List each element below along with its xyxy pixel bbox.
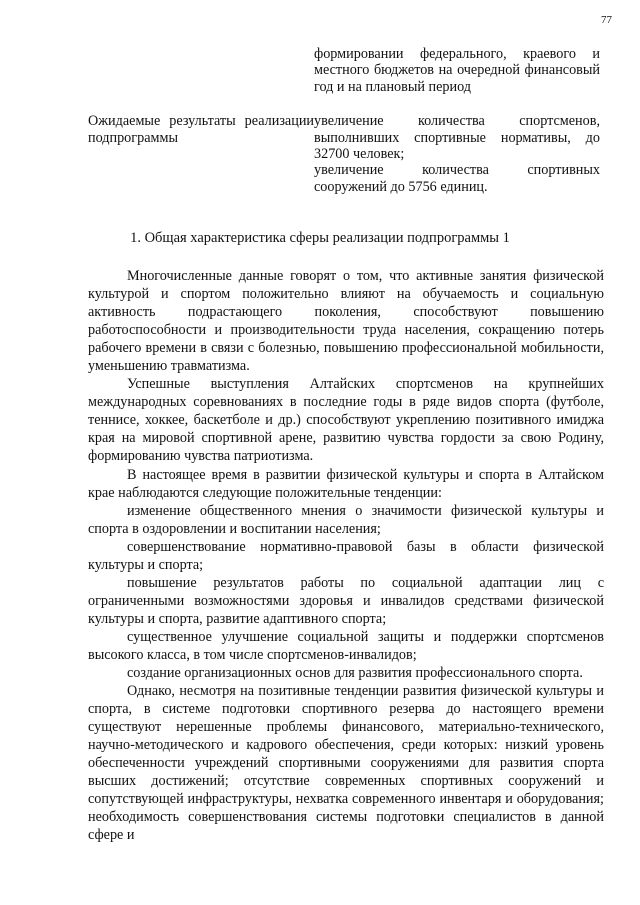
paragraph: Однако, несмотря на позитивные тенденции развития физической культуры и спорта, в системе подготовки спортивного резерва до настоящего времени существуют нерешенные проблемы финансового, материально-технического, научно-методического и кадрового обеспечения, среди которых: низкий уровень обеспеченности учреждений спортивными сооружениями для развития спорта высших достижений; отсутствие современных спортивных сооружений и сопутствующей инфраструктуры, нехватка современного инвентаря и оборудования; необходимость совершенствования системы подготовки специалистов в данной сфере и (88, 683, 604, 844)
table-row-label: Ожидаемые результаты реализации подпрограммы (88, 113, 314, 146)
table-row-value: формировании федерального, краевого и местного бюджетов на очередной финансовый год и на плановый период (314, 46, 600, 95)
expected-result-athletes: увеличение количества спортсменов, выполнивших спортивные нормативы, до 32700 человек; (314, 113, 600, 163)
list-item: совершенствование нормативно-правовой базы в области физической культуры и спорта; (88, 538, 604, 573)
paragraph: Успешные выступления Алтайских спортсменов на крупнейших международных соревнованиях в последние годы в ряде видов спорта (футболе, теннисе, хоккее, баскетболе и др.) способствуют укреплению позитивного имиджа края на мировой спортивной арене, развитию чувства гордости за свою Родину, формированию чувства патриотизма. (88, 376, 604, 465)
list-item: создание организационных основ для развития профессионального спорта. (127, 665, 583, 682)
list-item: изменение общественного мнения о значимости физической культуры и спорта в оздоровлении и воспитании населения; (88, 502, 604, 537)
expected-result-facilities: увеличение количества спортивных сооружений до 5756 единиц. (314, 162, 600, 195)
page-number: 77 (601, 14, 612, 26)
list-item: повышение результатов работы по социальной адаптации лиц с ограниченными возможностями здоровья и инвалидов средствами физической культуры и спорта, развитие адаптивного спорта; (88, 574, 604, 627)
table-row-label (88, 46, 314, 95)
body-text (88, 267, 604, 845)
table-row-expected-results (88, 113, 600, 195)
paragraph: Многочисленные данные говорят о том, что активные занятия физической культурой и спортом положительно влияют на обучаемость и социальную активность подрастающего поколения, способствуют повышению работоспособности и производительности труда населения, сокращению потерь рабочего времени в связи с болезнью, повышению профессиональной мобильности, уменьшению травматизма. (88, 268, 604, 375)
paragraph: В настоящее время в развитии физической культуры и спорта в Алтайском крае наблюдаются следующие положительные тенденции: (88, 466, 604, 501)
list-item: существенное улучшение социальной защиты и поддержки спортсменов высокого класса, в том числе спортсменов-инвалидов; (88, 628, 604, 663)
section-heading: 1. Общая характеристика сферы реализации подпрограммы 1 (130, 230, 510, 246)
table-row-value (314, 113, 600, 195)
passport-table (88, 46, 600, 195)
table-row-budget (88, 46, 600, 95)
